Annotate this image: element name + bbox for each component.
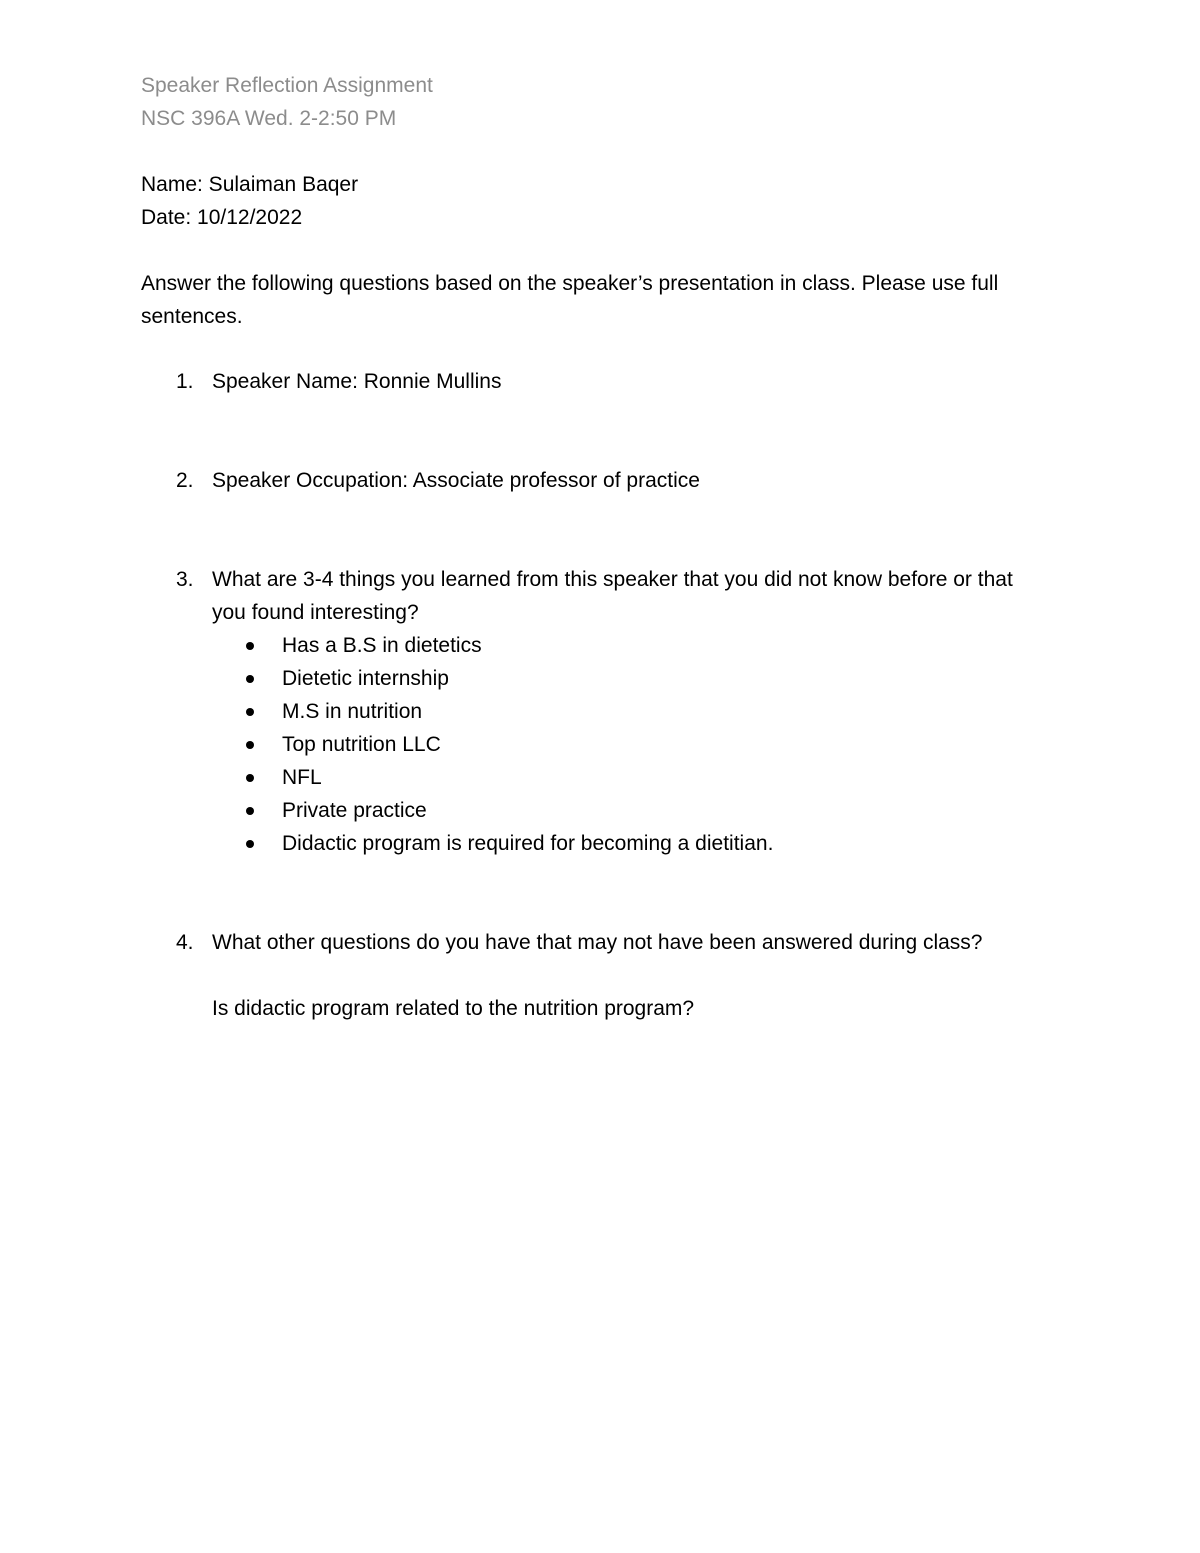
list-item: Has a B.S in dietetics: [282, 634, 482, 657]
bullet-icon: [246, 741, 254, 749]
question-3-text-line-2: you found interesting?: [212, 601, 419, 624]
question-2-number: 2.: [176, 469, 194, 492]
list-item: Private practice: [282, 799, 427, 822]
question-3-text-line-1: What are 3-4 things you learned from this speaker that you did not know before or that: [212, 568, 1013, 591]
question-2-text: Speaker Occupation: Associate professor of practice: [212, 469, 700, 492]
course-info: NSC 396A Wed. 2-2:50 PM: [141, 107, 397, 130]
list-item: Didactic program is required for becoming a dietitian.: [282, 832, 774, 855]
bullet-icon: [246, 675, 254, 683]
question-4-answer: Is didactic program related to the nutrition program?: [212, 997, 695, 1020]
question-1-number: 1.: [176, 370, 194, 393]
bullet-icon: [246, 774, 254, 782]
question-1-text: Speaker Name: Ronnie Mullins: [212, 370, 502, 393]
list-item: Dietetic internship: [282, 667, 449, 690]
question-4-text: What other questions do you have that may not have been answered during class?: [212, 931, 983, 954]
assignment-title: Speaker Reflection Assignment: [141, 74, 433, 97]
bullet-icon: [246, 807, 254, 815]
instructions-line-2: sentences.: [141, 305, 243, 328]
bullet-icon: [246, 708, 254, 716]
list-item: Top nutrition LLC: [282, 733, 441, 756]
question-4-number: 4.: [176, 931, 194, 954]
list-item: NFL: [282, 766, 322, 789]
submission-date: Date: 10/12/2022: [141, 206, 303, 229]
student-name: Name: Sulaiman Baqer: [141, 173, 359, 196]
bullet-icon: [246, 642, 254, 650]
list-item: M.S in nutrition: [282, 700, 423, 723]
instructions-line-1: Answer the following questions based on the speaker’s presentation in class. Please use full: [141, 272, 999, 295]
question-3-number: 3.: [176, 568, 194, 591]
bullet-icon: [246, 840, 254, 848]
